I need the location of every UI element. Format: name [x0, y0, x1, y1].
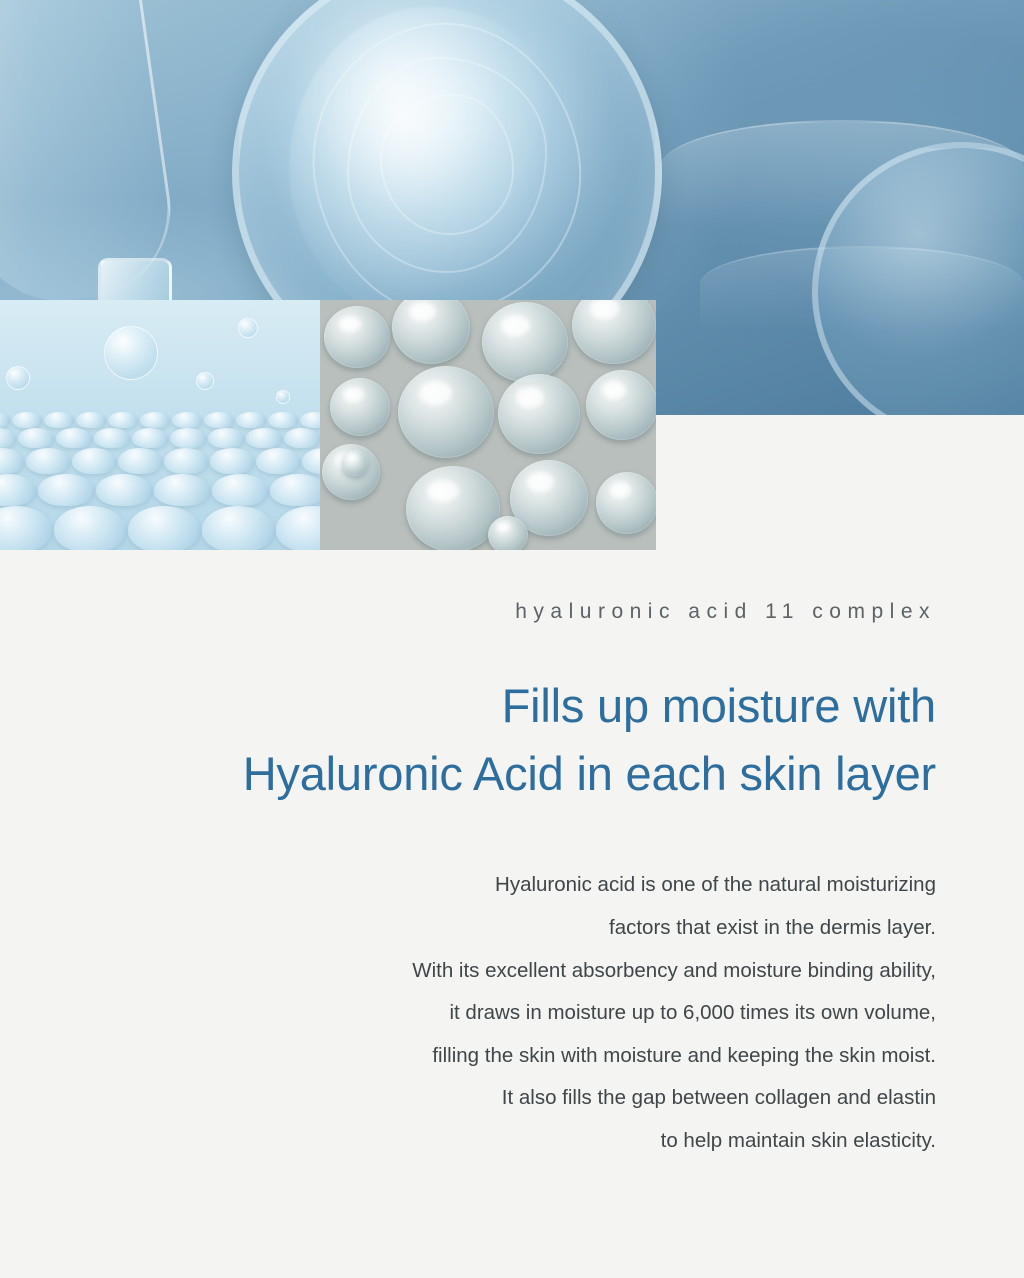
- bubble-field-image: [0, 300, 320, 550]
- gel-droplet: [482, 302, 568, 382]
- body-line-1: Hyaluronic acid is one of the natural moisturizing: [495, 873, 936, 897]
- text-content-block: [0, 600, 1024, 1163]
- gel-droplet: [498, 374, 580, 454]
- eyebrow-label: hyaluronic acid 11 complex: [515, 600, 936, 623]
- gel-droplet: [330, 378, 390, 436]
- body-line-2: factors that exist in the dermis layer.: [609, 915, 936, 939]
- floating-bubble: [6, 366, 30, 390]
- dome-row: [0, 428, 320, 448]
- gel-droplet-small: [342, 450, 368, 476]
- dome-row: [0, 412, 320, 428]
- gel-droplet: [324, 306, 390, 368]
- gel-droplet: [392, 300, 470, 364]
- gel-droplet: [572, 300, 656, 364]
- gel-droplet: [406, 466, 500, 550]
- water-ripple: [347, 57, 547, 273]
- floating-bubble: [276, 390, 290, 404]
- dome-row: [0, 506, 320, 550]
- water-ripple: [380, 94, 513, 235]
- gel-droplet: [398, 366, 494, 458]
- body-line-7: to help maintain skin elasticity.: [660, 1129, 936, 1153]
- body-line-5: filling the skin with moisture and keeping the skin moist.: [432, 1043, 936, 1067]
- floating-bubble: [104, 326, 158, 380]
- body-line-3: With its excellent absorbency and moisture binding ability,: [412, 958, 936, 982]
- gel-droplet: [596, 472, 656, 534]
- gel-droplets-image: [320, 300, 656, 550]
- page-title: [0, 672, 936, 808]
- gel-droplet-small: [488, 516, 528, 550]
- body-line-6: It also fills the gap between collagen and elastin: [501, 1086, 936, 1110]
- gel-droplet: [586, 370, 656, 440]
- body-paragraph: [0, 864, 936, 1162]
- floating-bubble: [238, 318, 258, 338]
- body-line-4: it draws in moisture up to 6,000 times its own volume,: [449, 1001, 936, 1025]
- headline-line-1: Fills up moisture with: [501, 679, 936, 732]
- dome-row: [0, 448, 320, 474]
- headline-line-2: Hyaluronic Acid in each skin layer: [242, 747, 936, 801]
- water-ripple: [287, 0, 608, 339]
- dome-row: [0, 474, 320, 506]
- floating-bubble: [196, 372, 214, 390]
